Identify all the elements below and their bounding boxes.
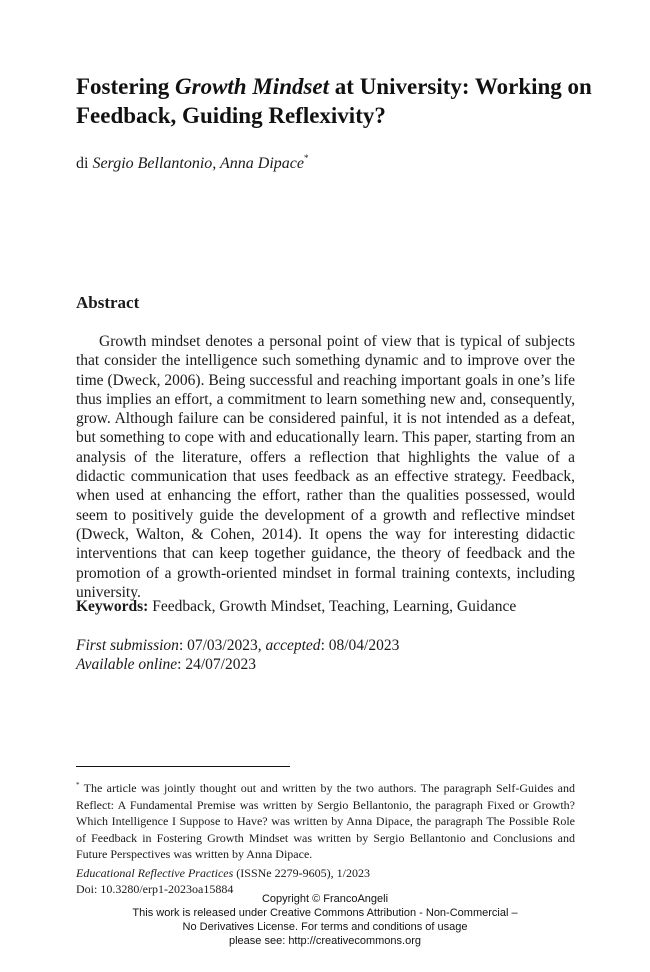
footnote-divider xyxy=(76,766,290,767)
copyright-line-3: No Derivatives License. For terms and conditions of usage xyxy=(182,921,468,933)
footnote-text: The article was jointly thought out and written by the two authors. The paragraph Self-Guides and Reflect: A Fundamental Premise was written by Sergio Bellantonio, the paragraph Fixed or Growth? Which Intelligence I Suppose to Have? was written by Anna Dipace, the paragraph The Possible Role of Feedback in Fostering Growth Mindset was written by Sergio Bellantonio and Conclusions and Future Perspectives was written by Anna Dipace. xyxy=(76,781,575,862)
copyright-line-2: This work is released under Creative Commons Attribution - Non-Commercial – xyxy=(132,907,518,919)
copyright-line-4: please see: http://creativecommons.org xyxy=(229,935,421,947)
journal-name: Educational Reflective Practices xyxy=(76,866,234,880)
keywords-label: Keywords: xyxy=(76,598,149,615)
title-part-2-italic: Growth Mindset xyxy=(175,74,330,99)
journal-doi: Doi: 10.3280/erp1-2023oa15884 xyxy=(76,882,234,896)
accepted-value: : 08/04/2023 xyxy=(320,637,400,654)
journal-issn: (ISSNe 2279-9605), 1/2023 xyxy=(233,866,370,880)
author-prefix: di xyxy=(76,155,93,172)
accepted-label: accepted xyxy=(265,637,321,654)
abstract-heading: Abstract xyxy=(76,293,140,312)
author-footnote-marker: * xyxy=(303,153,309,163)
footnote-marker: * xyxy=(76,781,80,789)
submission-line xyxy=(76,636,575,655)
available-online-label: Available online xyxy=(76,656,178,674)
first-submission-label: First submission xyxy=(76,637,179,654)
footnote xyxy=(76,777,575,863)
copyright-line-1: Copyright © FrancoAngeli xyxy=(261,893,389,905)
keywords-list: Feedback, Growth Mindset, Teaching, Learning, Guidance xyxy=(148,598,517,615)
author-names: Sergio Bellantonio, Anna Dipace xyxy=(92,155,304,172)
online-line xyxy=(76,655,575,674)
author-line xyxy=(76,148,576,174)
first-submission-value: : 07/03/2023, xyxy=(178,637,266,654)
journal-line xyxy=(76,865,575,881)
title-part-1: Fostering xyxy=(76,74,176,99)
abstract-body: Growth mindset denotes a personal point of view that is typical of subjects that consider the intelligence such something dynamic and to improve over the time (Dweck, 2006). Being successful and reaching important goals in one’s life thus implies an effort, a commitment to learn something new and, consequently, grow. Although failure can be considered painful, it is not intended as a defeat, but something to cope with and educationally learn. This paper, starting from an analysis of the literature, offers a reflection that highlights the value of a didactic communication that uses feedback as an effective strategy. Feedback, when used at enhancing the effort, rather than the qualities possessed, would seem to positively guide the development of a growth and reflective mindset (Dweck, Walton, & Cohen, 2014). It opens the way for interesting didactic interventions that can keep together guidance, the theory of feedback and the promotion of a growth-oriented mindset in formal training contexts, including university. xyxy=(76,333,575,601)
paper-title xyxy=(76,72,596,130)
available-online-value: : 24/07/2023 xyxy=(177,656,256,674)
keywords-line xyxy=(76,597,575,616)
submission-dates xyxy=(76,636,575,675)
copyright-notice xyxy=(0,892,650,948)
title-part-3: at University: Working on Feedback, Guiding Reflexivity? xyxy=(76,74,592,128)
